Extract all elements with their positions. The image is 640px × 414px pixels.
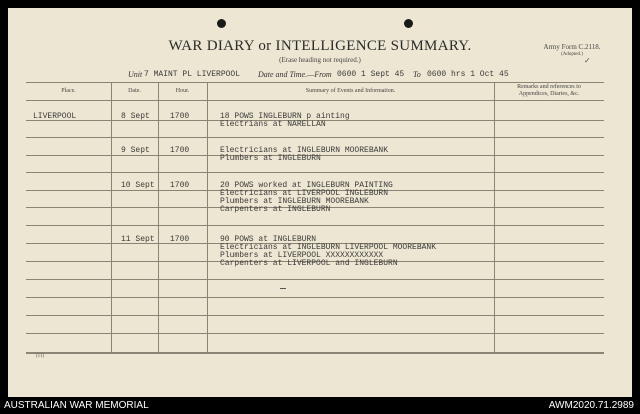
column-rule bbox=[207, 82, 208, 353]
column-rule bbox=[158, 82, 159, 353]
entry-hour: 1700 bbox=[170, 146, 190, 155]
entry-date: 8 Sept bbox=[121, 112, 150, 121]
row-rule bbox=[26, 315, 604, 316]
entry-line: Plumbers at LIVERPOOL XXXXXXXXXXXX bbox=[220, 251, 384, 260]
entry-line: Plumbers at INGLEBURN bbox=[220, 154, 321, 163]
header-place: Place. bbox=[61, 88, 76, 94]
punch-hole bbox=[404, 19, 413, 28]
entry-hour: 1700 bbox=[170, 181, 190, 190]
row-rule bbox=[26, 333, 604, 334]
row-rule bbox=[26, 297, 604, 298]
header-remarks bbox=[494, 84, 604, 98]
page-title: WAR DIARY or INTELLIGENCE SUMMARY. bbox=[168, 38, 472, 54]
entry-line: Electricians at INGLEBURN MOOREBANK bbox=[220, 146, 389, 155]
sheet-note: (11) bbox=[36, 354, 45, 359]
row-rule bbox=[26, 279, 604, 280]
entry-line: 20 POWS worked at INGLEBURN PAINTING bbox=[220, 181, 393, 190]
entry-line: 18 POWS INGLEBURN p ainting bbox=[220, 112, 350, 121]
header-remarks-line: Remarks and references to bbox=[517, 84, 581, 90]
table-rule bbox=[26, 100, 604, 101]
entry-line: Electricians at INGLEBURN LIVERPOOL MOOREBANK bbox=[220, 243, 437, 252]
entry-date: 10 Sept bbox=[121, 181, 155, 190]
page-subtitle: (Erase heading not required.) bbox=[279, 56, 361, 64]
entry-line: Electrians at NARELLAN bbox=[220, 120, 326, 129]
form-name: Army Form C.2118. bbox=[543, 43, 601, 51]
column-rule bbox=[494, 82, 495, 353]
entry-line: Carpenters at LIVERPOOL and INGLEBURN bbox=[220, 259, 398, 268]
entry-date: 11 Sept bbox=[121, 235, 155, 244]
form-number bbox=[532, 44, 612, 58]
table-rule bbox=[26, 353, 604, 354]
header-summary: Summary of Events and Information. bbox=[305, 88, 396, 94]
unit-label: Unit bbox=[128, 70, 143, 79]
row-rule bbox=[26, 137, 604, 138]
column-rule bbox=[111, 82, 112, 353]
date-label: Date and Time.—From bbox=[258, 70, 332, 79]
entry-line: Plumbers at INGLEBURN MOOREBANK bbox=[220, 197, 369, 206]
entry-line: Electricians at LIVERPOOL INGLEBURN bbox=[220, 189, 389, 198]
to-label: To bbox=[413, 70, 421, 79]
entry-hour: 1700 bbox=[170, 112, 190, 121]
row-rule bbox=[26, 225, 604, 226]
table-rule bbox=[26, 82, 604, 83]
unit-value: 7 MAINT PL LIVERPOOL bbox=[144, 70, 241, 79]
row-rule bbox=[26, 172, 604, 173]
footer-accession: AWM2020.71.2989 bbox=[548, 400, 634, 411]
date-from: 0600 1 Sept 45 bbox=[337, 70, 405, 79]
entry-hour: 1700 bbox=[170, 235, 190, 244]
end-mark bbox=[280, 288, 286, 289]
punch-hole bbox=[217, 19, 226, 28]
entry-place: LIVERPOOL bbox=[33, 112, 77, 121]
header-remarks-line: Appendices, Diaries, &c. bbox=[518, 91, 580, 97]
entry-date: 9 Sept bbox=[121, 146, 150, 155]
entry-line: Carpenters at INGLEBURN bbox=[220, 205, 331, 214]
footer-source: AUSTRALIAN WAR MEMORIAL bbox=[4, 400, 149, 411]
header-date: Date. bbox=[128, 88, 141, 94]
pencil-mark: ✓ bbox=[584, 56, 591, 65]
form-note: (Adopted.) bbox=[561, 52, 583, 57]
entry-line: 90 POWS at INGLEBURN bbox=[220, 235, 317, 244]
header-hour: Hour. bbox=[175, 88, 190, 94]
date-to: 0600 hrs 1 Oct 45 bbox=[427, 70, 509, 79]
